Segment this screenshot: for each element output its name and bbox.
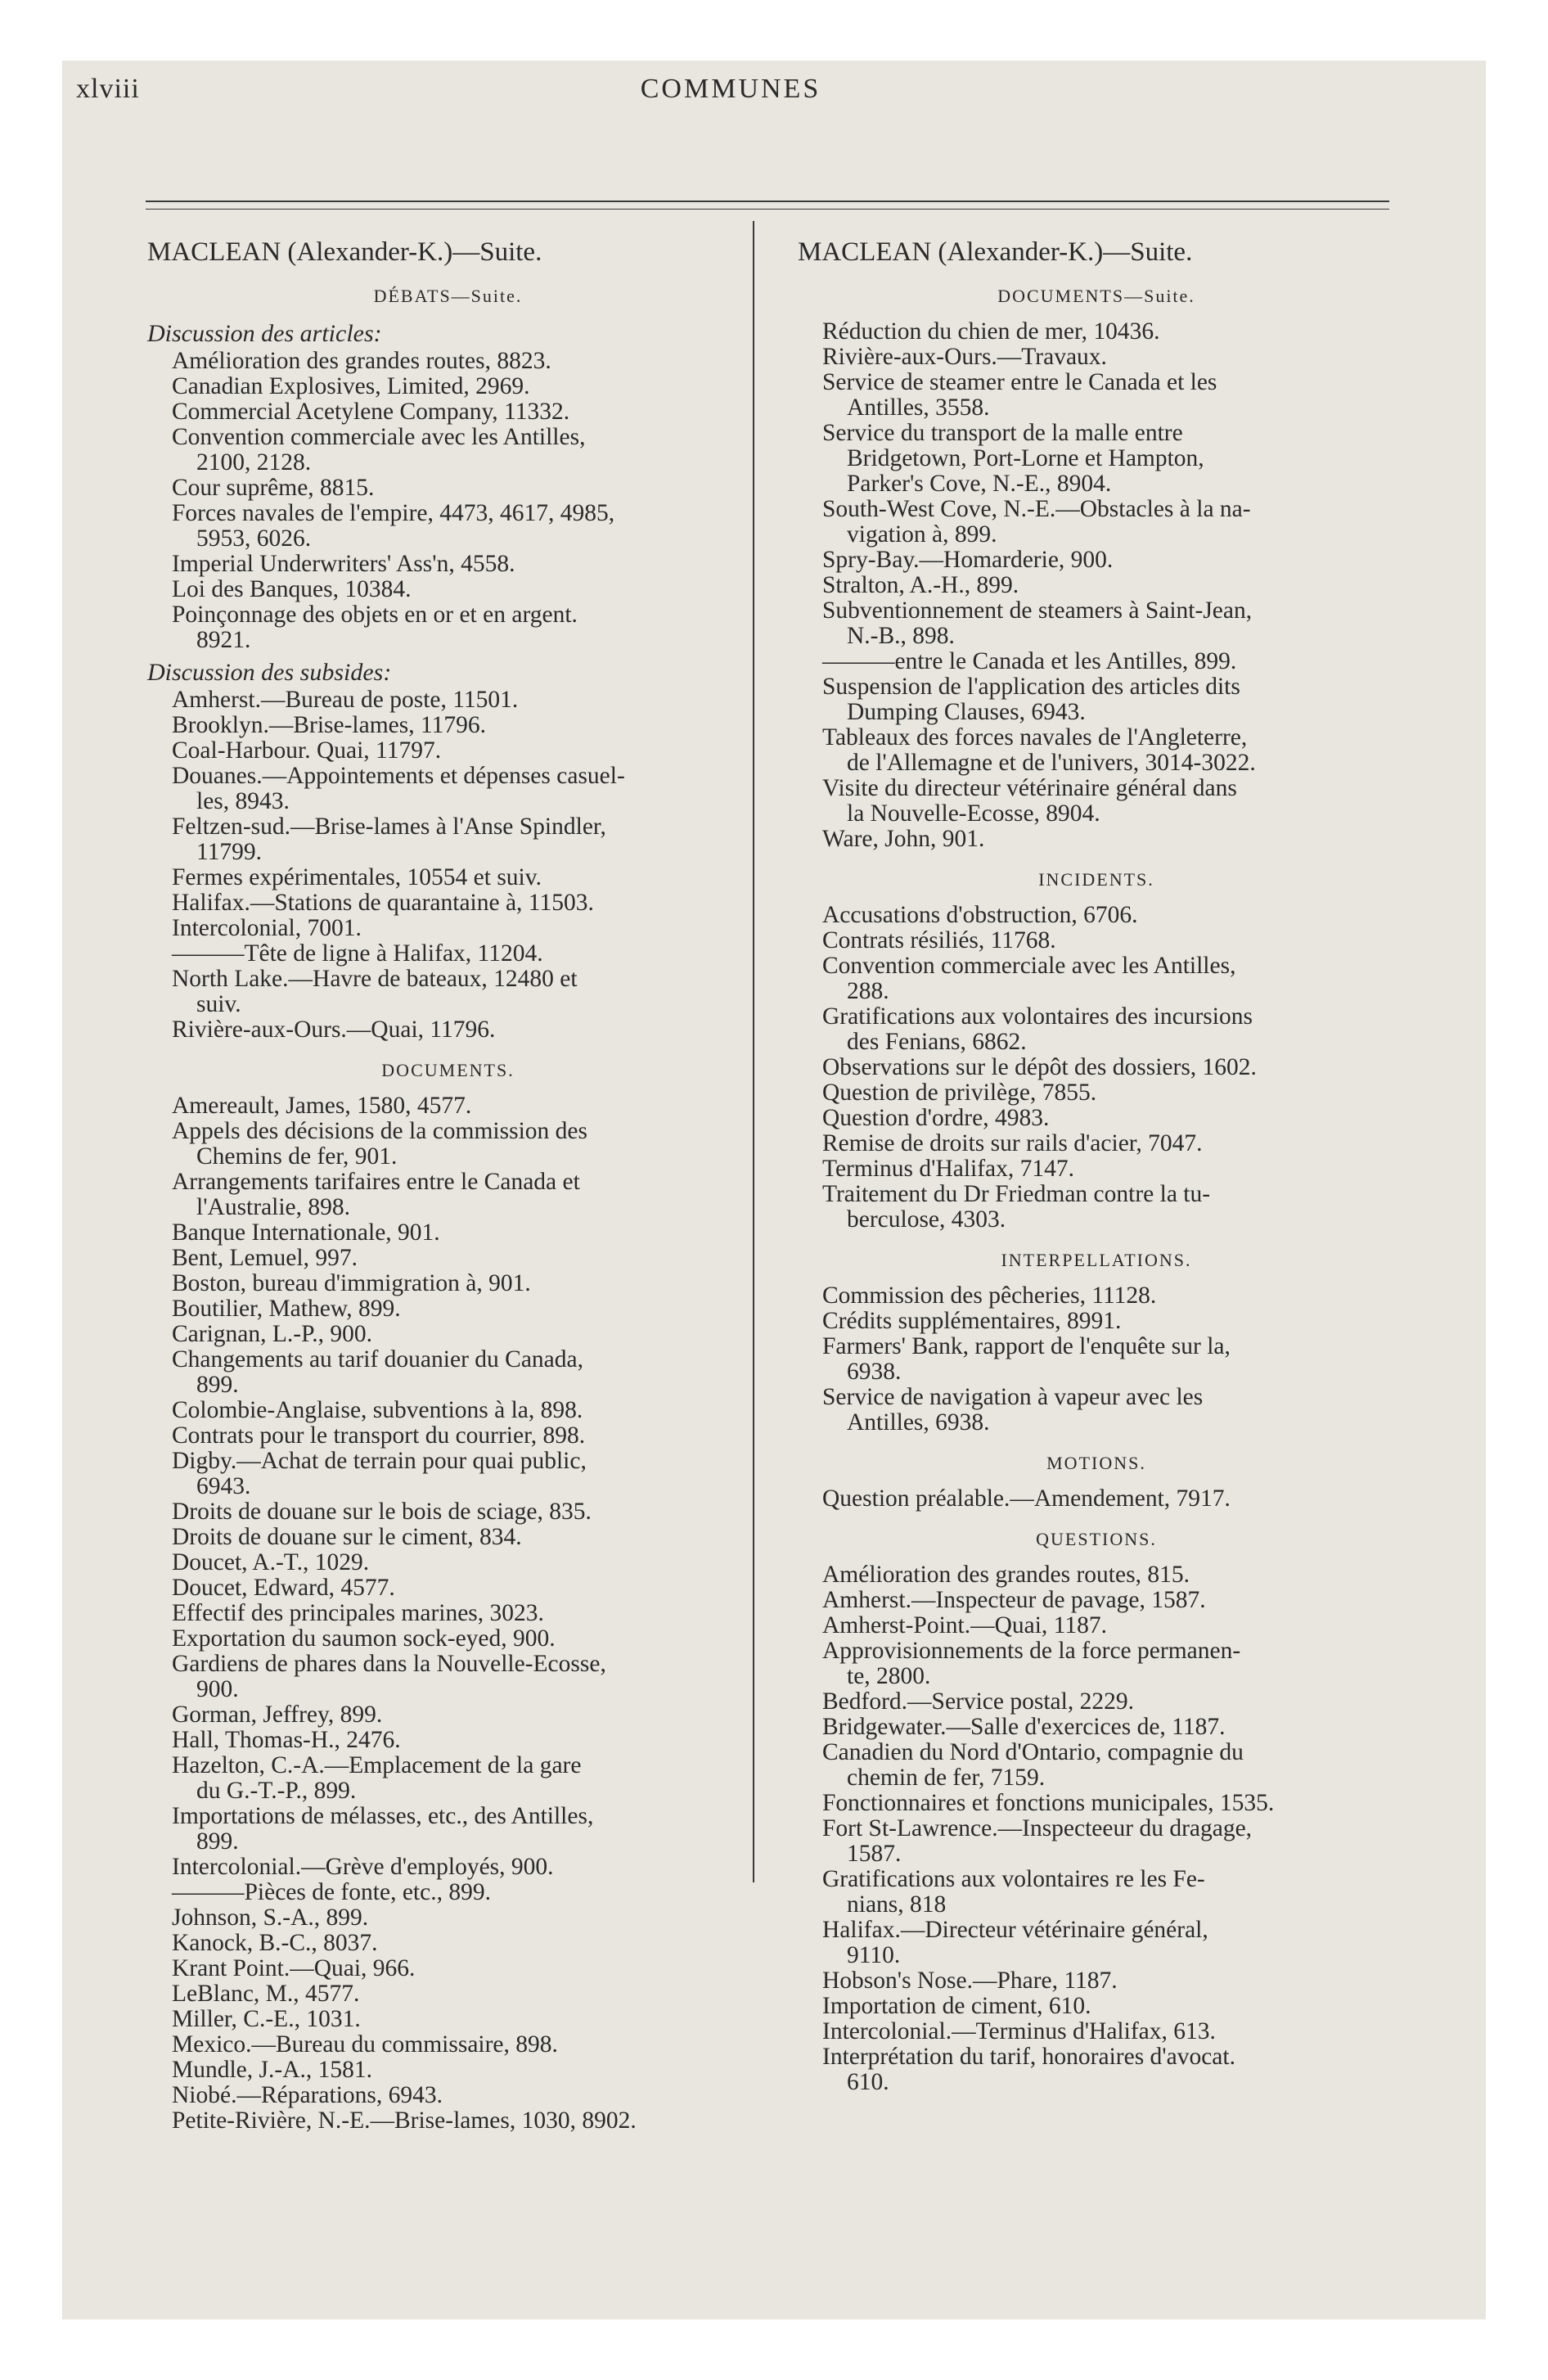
index-entry: Krant Point.—Quai, 966. (172, 1955, 416, 1981)
index-entry: 9110. (847, 1942, 901, 1968)
index-entry: suiv. (196, 991, 241, 1017)
index-entry: Approvisionnements de la force permanen- (822, 1638, 1241, 1664)
index-entry: 11799. (196, 839, 263, 865)
header-rule-thin (146, 209, 1389, 210)
index-entry: 610. (847, 2069, 889, 2095)
index-entry: Importations de mélasses, etc., des Antilles, (172, 1803, 594, 1829)
index-entry: Remise de droits sur rails d'acier, 7047. (822, 1130, 1203, 1156)
index-entry: Question d'ordre, 4983. (822, 1105, 1050, 1131)
index-entry: Colombie-Anglaise, subventions à la, 898. (172, 1397, 583, 1423)
index-entry: Convention commerciale avec les Antilles, (822, 953, 1236, 979)
section-heading: DOCUMENTS—Suite. (997, 286, 1195, 306)
index-entry: ———Pièces de fonte, etc., 899. (172, 1879, 491, 1905)
page-header (76, 74, 1385, 123)
index-entry: Poinçonnage des objets en or et en argent. (172, 602, 578, 628)
index-entry: Amherst.—Bureau de poste, 11501. (172, 687, 519, 713)
right-column (798, 236, 1395, 2095)
index-entry: Appels des décisions de la commission des (172, 1118, 587, 1144)
index-entry: South-West Cove, N.-E.—Obstacles à la na- (822, 496, 1251, 522)
index-entry: Imperial Underwriters' Ass'n, 4558. (172, 551, 515, 577)
section-heading: INCIDENTS. (1038, 869, 1154, 890)
index-entry: Hazelton, C.-A.—Emplacement de la gare (172, 1752, 582, 1778)
index-entry: Parker's Cove, N.-E., 8904. (847, 471, 1112, 497)
index-entry: Effectif des principales marines, 3023. (172, 1600, 544, 1626)
index-entry: les, 8943. (196, 788, 290, 814)
page-title: COMMUNES (640, 74, 821, 104)
index-entry: Commission des pêcheries, 11128. (822, 1282, 1157, 1309)
index-entry: 288. (847, 978, 889, 1004)
index-entry: Kanock, B.-C., 8037. (172, 1930, 378, 1956)
index-entry: Dumping Clauses, 6943. (847, 699, 1086, 725)
index-entry: Douanes.—Appointements et dépenses casuel- (172, 763, 625, 789)
index-entry: Fonctionnaires et fonctions municipales, 1535. (822, 1790, 1275, 1816)
index-entry: de l'Allemagne et de l'univers, 3014-3022. (847, 750, 1256, 776)
index-entry: 899. (196, 1828, 239, 1855)
index-entry: Gratifications aux volontaires des incursions (822, 1003, 1253, 1030)
index-entry: Contrats résiliés, 11768. (822, 927, 1056, 953)
index-entry: Changements au tarif douanier du Canada, (172, 1346, 583, 1373)
index-entry: 6938. (847, 1359, 902, 1385)
index-entry: Droits de douane sur le ciment, 834. (172, 1524, 522, 1550)
index-entry: Suspension de l'application des articles dits (822, 674, 1240, 700)
index-entry: Service du transport de la malle entre (822, 420, 1183, 446)
column-separator (753, 221, 754, 1882)
index-entry: Service de navigation à vapeur avec les (822, 1384, 1204, 1410)
index-entry: berculose, 4303. (847, 1206, 1006, 1233)
index-entry: vigation à, 899. (847, 521, 997, 548)
column-heading: MACLEAN (Alexander-K.)—Suite. (147, 237, 542, 267)
index-entry: Mexico.—Bureau du commissaire, 898. (172, 2031, 558, 2058)
index-entry: Interprétation du tarif, honoraires d'avocat. (822, 2044, 1235, 2070)
index-entry: 2100, 2128. (196, 449, 312, 476)
index-entry: ———Tête de ligne à Halifax, 11204. (172, 940, 543, 967)
index-entry: ———entre le Canada et les Antilles, 899. (822, 648, 1237, 674)
index-entry: Subventionnement de steamers à Saint-Jean, (822, 597, 1253, 624)
index-entry: chemin de fer, 7159. (847, 1765, 1046, 1791)
index-entry: Brooklyn.—Brise-lames, 11796. (172, 712, 487, 738)
index-entry: Forces navales de l'empire, 4473, 4617, 4985, (172, 500, 615, 526)
section-heading: QUESTIONS. (1036, 1529, 1157, 1549)
index-entry: des Fenians, 6862. (847, 1029, 1027, 1055)
index-entry: Coal-Harbour. Quai, 11797. (172, 737, 442, 764)
index-entry: Farmers' Bank, rapport de l'enquête sur la, (822, 1333, 1231, 1359)
index-entry: Boston, bureau d'immigration à, 901. (172, 1270, 531, 1296)
index-entry: Bent, Lemuel, 997. (172, 1245, 358, 1271)
index-entry: 900. (196, 1676, 239, 1702)
index-entry: Intercolonial.—Grève d'employés, 900. (172, 1854, 554, 1880)
index-entry: Gardiens de phares dans la Nouvelle-Ecosse, (172, 1651, 606, 1677)
left-column (147, 236, 749, 2134)
index-entry: Intercolonial, 7001. (172, 915, 362, 941)
index-entry: Amereault, James, 1580, 4577. (172, 1093, 472, 1119)
index-entry: Bedford.—Service postal, 2229. (822, 1688, 1134, 1715)
page-number: xlviii (76, 74, 140, 104)
index-entry: Doucet, Edward, 4577. (172, 1575, 395, 1601)
index-entry: Halifax.—Directeur vétérinaire général, (822, 1917, 1208, 1943)
index-entry: Crédits supplémentaires, 8991. (822, 1308, 1122, 1334)
index-entry: Canadien du Nord d'Ontario, compagnie du (822, 1739, 1244, 1765)
index-entry: Hall, Thomas-H., 2476. (172, 1727, 401, 1753)
index-entry: 5953, 6026. (196, 525, 312, 552)
index-entry: Boutilier, Mathew, 899. (172, 1296, 401, 1322)
section-heading: MOTIONS. (1046, 1453, 1146, 1473)
index-entry: Intercolonial.—Terminus d'Halifax, 613. (822, 2018, 1216, 2044)
index-entry: Petite-Rivière, N.-E.—Brise-lames, 1030, 8902. (172, 2107, 637, 2134)
index-entry: nians, 818 (847, 1891, 947, 1918)
section-heading: DOCUMENTS. (381, 1060, 515, 1080)
index-entry: Canadian Explosives, Limited, 2969. (172, 373, 530, 399)
index-entry: Antilles, 6938. (847, 1409, 990, 1436)
column-heading: MACLEAN (Alexander-K.)—Suite. (798, 237, 1193, 267)
index-entry: 1587. (847, 1841, 902, 1867)
index-entry: Doucet, A.-T., 1029. (172, 1549, 370, 1575)
index-entry: Accusations d'obstruction, 6706. (822, 902, 1138, 928)
index-entry: Amélioration des grandes routes, 8823. (172, 348, 551, 374)
index-entry: Fermes expérimentales, 10554 et suiv. (172, 864, 542, 890)
index-entry: Feltzen-sud.—Brise-lames à l'Anse Spindler, (172, 814, 606, 840)
subsection-heading: Discussion des articles: (147, 320, 382, 347)
index-entry: Ware, John, 901. (822, 826, 985, 852)
header-rule (146, 201, 1389, 202)
index-entry: Exportation du saumon sock-eyed, 900. (172, 1625, 556, 1652)
index-entry: Terminus d'Halifax, 7147. (822, 1156, 1075, 1182)
index-entry: 8921. (196, 627, 251, 653)
index-entry: Droits de douane sur le bois de sciage, 835. (172, 1499, 592, 1525)
index-entry: Spry-Bay.—Homarderie, 900. (822, 547, 1114, 573)
index-entry: Réduction du chien de mer, 10436. (822, 318, 1160, 345)
index-entry: Service de steamer entre le Canada et les (822, 369, 1217, 395)
index-entry: Niobé.—Réparations, 6943. (172, 2082, 443, 2108)
index-entry: Gorman, Jeffrey, 899. (172, 1702, 383, 1728)
index-entry: Bridgetown, Port-Lorne et Hampton, (847, 445, 1204, 471)
index-entry: Antilles, 3558. (847, 394, 990, 421)
index-entry: Digby.—Achat de terrain pour quai public, (172, 1448, 587, 1474)
index-entry: Hobson's Nose.—Phare, 1187. (822, 1968, 1118, 1994)
index-entry: Visite du directeur vétérinaire général dans (822, 775, 1237, 801)
index-entry: Convention commerciale avec les Antilles, (172, 424, 586, 450)
index-entry: North Lake.—Havre de bateaux, 12480 et (172, 966, 578, 992)
index-entry: Carignan, L.-P., 900. (172, 1321, 372, 1347)
index-entry: Stralton, A.-H., 899. (822, 572, 1019, 598)
index-entry: Importation de ciment, 610. (822, 1993, 1091, 2019)
index-entry: Miller, C.-E., 1031. (172, 2006, 361, 2032)
index-entry: Rivière-aux-Ours.—Travaux. (822, 344, 1107, 370)
section-heading: DÉBATS—Suite. (373, 286, 523, 306)
index-entry: Cour suprême, 8815. (172, 475, 375, 501)
index-entry: Amélioration des grandes routes, 815. (822, 1562, 1190, 1588)
index-entry: Halifax.—Stations de quarantaine à, 11503. (172, 890, 594, 916)
index-entry: Rivière-aux-Ours.—Quai, 11796. (172, 1016, 496, 1043)
index-entry: l'Australie, 898. (196, 1194, 351, 1220)
index-entry: Fort St-Lawrence.—Inspecteeur du dragage, (822, 1815, 1253, 1841)
section-heading: INTERPELLATIONS. (1001, 1250, 1192, 1270)
subsection-heading: Discussion des subsides: (147, 659, 392, 686)
index-entry: Question préalable.—Amendement, 7917. (822, 1485, 1231, 1512)
index-entry: te, 2800. (847, 1663, 931, 1689)
index-entry: Observations sur le dépôt des dossiers, 1602. (822, 1054, 1257, 1080)
index-entry: Tableaux des forces navales de l'Angleterre, (822, 724, 1248, 751)
index-entry: Commercial Acetylene Company, 11332. (172, 399, 570, 425)
index-entry: LeBlanc, M., 4577. (172, 1981, 360, 2007)
index-entry: N.-B., 898. (847, 623, 955, 649)
index-entry: Bridgewater.—Salle d'exercices de, 1187. (822, 1714, 1226, 1740)
index-entry: Arrangements tarifaires entre le Canada et (172, 1169, 580, 1195)
index-entry: Loi des Banques, 10384. (172, 576, 412, 602)
index-entry: Banque Internationale, 901. (172, 1219, 440, 1246)
index-entry: Johnson, S.-A., 899. (172, 1904, 369, 1931)
index-entry: du G.-T.-P., 899. (196, 1778, 357, 1804)
index-entry: Traitement du Dr Friedman contre la tu- (822, 1181, 1211, 1207)
index-entry: Chemins de fer, 901. (196, 1143, 398, 1170)
index-entry: 899. (196, 1372, 239, 1398)
index-entry: Gratifications aux volontaires re les Fe- (822, 1866, 1205, 1892)
index-entry: Question de privilège, 7855. (822, 1080, 1097, 1106)
index-entry: Mundle, J.-A., 1581. (172, 2057, 373, 2083)
index-entry: Amherst-Point.—Quai, 1187. (822, 1612, 1107, 1639)
index-entry: Contrats pour le transport du courrier, 898. (172, 1422, 586, 1449)
index-entry: Amherst.—Inspecteur de pavage, 1587. (822, 1587, 1206, 1613)
index-entry: 6943. (196, 1473, 251, 1499)
index-entry: la Nouvelle-Ecosse, 8904. (847, 800, 1100, 827)
